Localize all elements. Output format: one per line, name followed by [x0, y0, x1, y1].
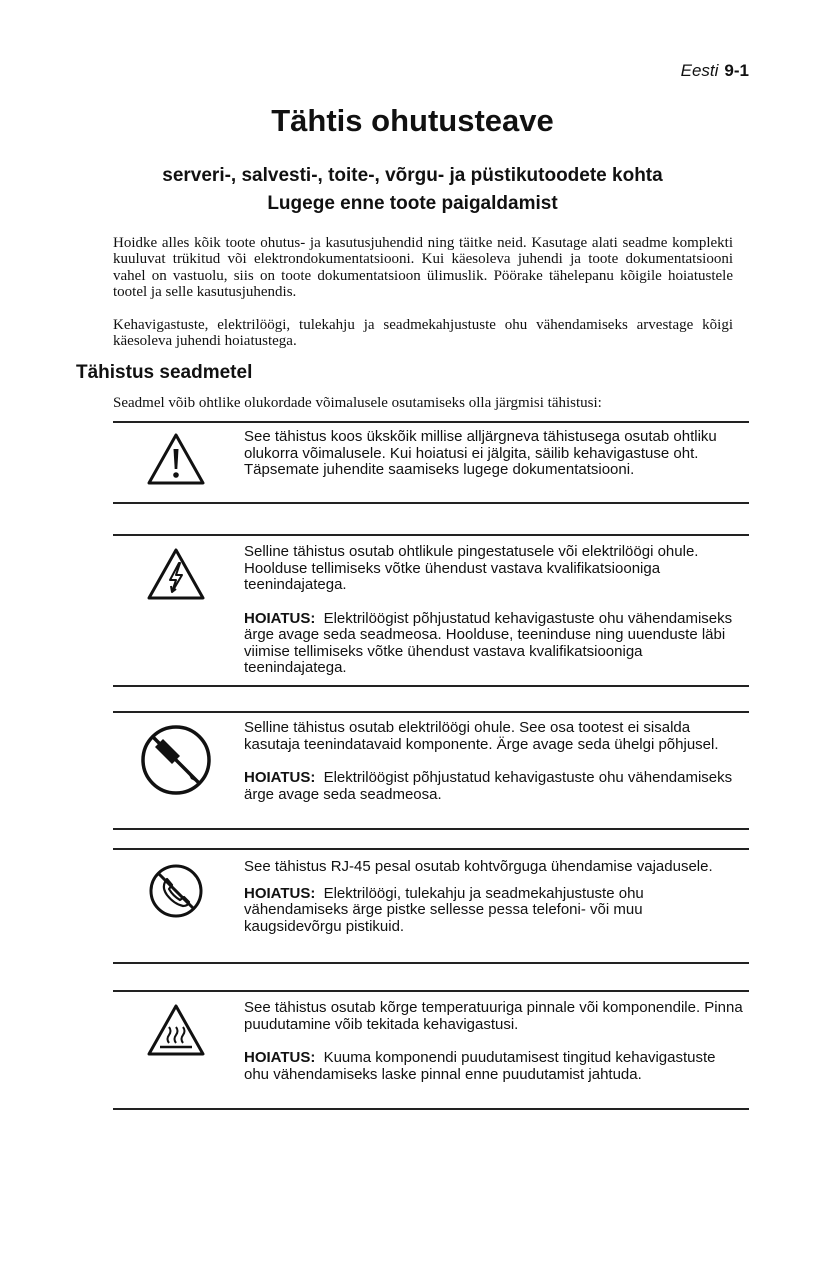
symbol-row-no-user-service: [113, 711, 749, 830]
symbol-description: Selline tähistus osutab elektrilöögi ohule. See osa tootest ei sisalda kasutaja teenindatavaid komponente. Ärge avage seda ühelgi põhjusel.: [244, 719, 719, 753]
warning-label: HOIATUS:: [244, 884, 316, 902]
subtitle-products: serveri-, salvesti-, toite-, võrgu- ja püstikutoodete kohta: [162, 165, 663, 186]
warning-triangle-icon: [133, 431, 218, 487]
warning-label: HOIATUS:: [244, 769, 316, 786]
warning-text: Elektrilöögist põhjustatud kehavigastuste ohu vähendamiseks ärge avage seda seadmeosa.: [244, 769, 733, 803]
section-heading: Tähistus seadmetel: [76, 362, 253, 383]
symbol-description: Selline tähistus osutab ohtlikule pingestatusele või elektrilöögi ohule. Hoolduse tellimiseks võtke ühendust vastava kvalifikatsiooniga teenindajatega.: [244, 543, 699, 593]
symbol-row-warning: [113, 421, 749, 504]
symbol-warning: [244, 770, 744, 803]
page-number: 9-1: [724, 61, 749, 80]
high-voltage-icon: [133, 546, 218, 602]
warning-label: HOIATUS:: [244, 609, 316, 627]
page-title: Tähtis ohutusteave: [271, 103, 554, 138]
symbol-row-high-voltage: [113, 534, 749, 687]
warning-label: HOIATUS:: [244, 1049, 316, 1066]
section-lead: Seadmel võib ohtlike olukordade võimalusele osutamiseks olla järgmisi tähistusi:: [113, 395, 602, 411]
no-screwdriver-icon: [133, 723, 218, 797]
language-label: Eesti: [680, 61, 719, 80]
subtitle-read-before: Lugege enne toote paigaldamist: [267, 193, 558, 214]
symbol-row-hot-surface: [113, 990, 749, 1110]
no-telephone-icon: [133, 862, 218, 920]
symbol-description: See tähistus koos ükskõik millise alljärgneva tähistusega osutab ohtliku olukorra võimalusele. Kui hoiatusi ei jälgita, säilib kehavigastuse oht. Täpsemate juhendite saamiseks lugege dokumentatsiooni.: [244, 428, 717, 478]
warning-text: Elektrilöögist põhjustatud kehavigastuste ohu vähendamiseks ärge avage seda seadmeosa. Hoolduse, teeninduse ning uuenduste läbi viimise tellimiseks võtke ühendust vastava kvalifikatsiooniga teenindajatega.: [244, 609, 733, 676]
symbol-row-rj45: [113, 848, 749, 964]
symbol-warning: [244, 1050, 744, 1083]
symbol-warning: [244, 886, 744, 936]
intro-paragraph-1: Hoidke alles kõik toote ohutus- ja kasutusjuhendid ning täitke neid. Kasutage alati seadme komplekti kuuluvat trükitud või elektrondokumentatsiooni. Kui käesoleva juhendi ja toote dokumentatsiooni vahel on vastuolu, siis on toote dokumentatsioon ülimuslik. Pöörake tähelepanu kõigile hoiatustele tootel ja selle kasutusjuhendis.: [113, 235, 733, 301]
symbol-description: See tähistus osutab kõrge temperatuuriga pinnale või komponendile. Pinna puudutamine võib tekitada kehavigastusi.: [244, 999, 743, 1033]
intro-paragraph-2: Kehavigastuste, elektrilöögi, tulekahju ja seadmekahjustuste ohu vähendamiseks arvestage kõigi käesoleva juhendi hoiatustega.: [113, 317, 733, 350]
symbol-warning: [244, 611, 744, 677]
hot-surface-icon: [133, 1002, 218, 1058]
warning-text: Kuuma komponendi puudutamisest tingitud kehavigastuste ohu vähendamiseks laske pinnal enne puudutamist jahtuda.: [244, 1049, 716, 1083]
warning-text: Elektrilöögi, tulekahju ja seadmekahjustuste ohu vähendamiseks ärge pistke sellesse pessa telefoni- või muu kaugsidevõrgu pistikuid.: [244, 884, 644, 935]
symbol-description: See tähistus RJ-45 pesal osutab kohtvõrguga ühendamise vajadusele.: [244, 858, 713, 875]
page-header: [681, 61, 749, 81]
